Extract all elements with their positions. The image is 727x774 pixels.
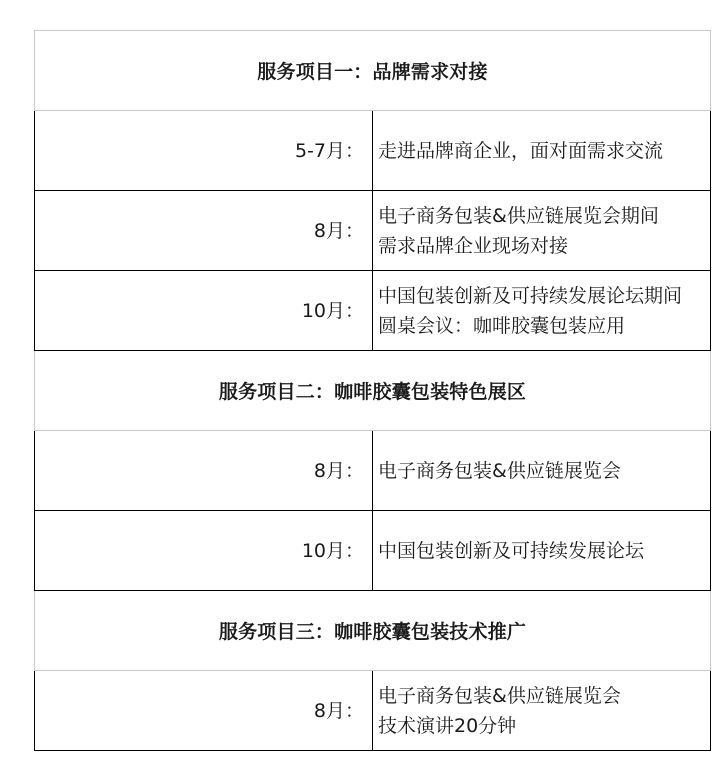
month-cell: 8月：: [35, 431, 373, 511]
schedule-row: [35, 271, 711, 351]
description-cell: [373, 511, 711, 591]
month-cell: 8月：: [35, 191, 373, 271]
description-line: 中国包装创新及可持续发展论坛期间: [378, 284, 683, 307]
section-title: 服务项目二：咖啡胶囊包装特色展区: [35, 351, 711, 431]
description-cell: [373, 431, 711, 511]
month-cell: 10月：: [35, 511, 373, 591]
service-schedule-table: [34, 30, 711, 751]
description-line: 走进品牌商企业，面对面需求交流: [378, 139, 664, 162]
month-cell: 8月：: [35, 671, 373, 751]
schedule-row: [35, 511, 711, 591]
description-cell: [373, 191, 711, 271]
description-line: 电子商务包装&供应链展览会期间: [378, 204, 659, 227]
month-cell: 5-7月：: [35, 111, 373, 191]
section-title: 服务项目一：品牌需求对接: [35, 31, 711, 111]
section-header-row: [35, 351, 711, 431]
description-line: 需求品牌企业现场对接: [378, 234, 569, 257]
section-title: 服务项目三：咖啡胶囊包装技术推广: [35, 591, 711, 671]
description-cell: [373, 111, 711, 191]
description-line: 电子商务包装&供应链展览会: [378, 459, 621, 482]
schedule-row: [35, 431, 711, 511]
section-header-row: [35, 591, 711, 671]
schedule-row: [35, 671, 711, 751]
description-cell: [373, 671, 711, 751]
month-cell: 10月：: [35, 271, 373, 351]
section-header-row: [35, 31, 711, 111]
description-line: 电子商务包装&供应链展览会: [378, 684, 621, 707]
schedule-row: [35, 111, 711, 191]
description-line: 中国包装创新及可持续发展论坛: [378, 539, 645, 562]
description-line: 圆桌会议：咖啡胶囊包装应用: [378, 314, 626, 337]
description-cell: [373, 271, 711, 351]
description-line: 技术演讲20分钟: [378, 714, 517, 737]
schedule-row: [35, 191, 711, 271]
